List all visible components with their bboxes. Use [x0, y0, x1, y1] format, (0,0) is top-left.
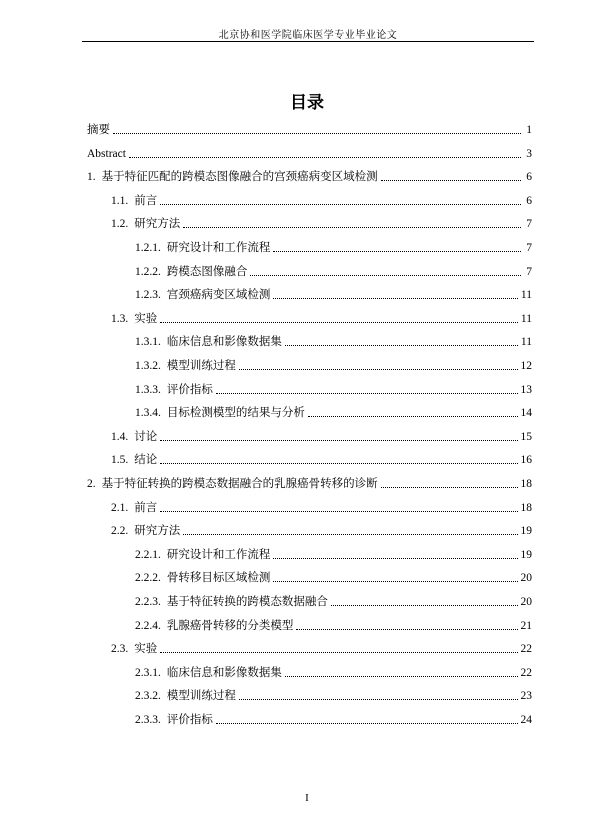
toc-entry-page: 21: [520, 620, 532, 632]
toc-entry[interactable]: [135, 284, 532, 302]
toc-entry[interactable]: [135, 237, 532, 255]
toc-entry-number: 1.2.2.: [135, 266, 161, 278]
toc-entry-number: 2.2.1.: [135, 549, 161, 561]
toc-entry-page: 18: [520, 478, 532, 490]
toc-entry-page: 11: [520, 289, 532, 301]
toc-entry-number: 1.2.: [111, 218, 129, 230]
toc-entry-number: 1.2.1.: [135, 242, 161, 254]
toc-entry-page: 23: [520, 690, 532, 702]
toc-entry[interactable]: [135, 615, 532, 633]
toc-dot-leader: [183, 533, 517, 535]
toc-entry-page: 22: [520, 667, 532, 679]
toc-entry-number: 1.3.1.: [135, 336, 161, 348]
toc-entry-label: 乳腺癌骨转移的分类模型: [166, 620, 294, 632]
toc-entry[interactable]: [135, 379, 532, 397]
toc-entry-label: 讨论: [134, 431, 158, 443]
toc-entry-page: 20: [520, 596, 532, 608]
toc-entry-number: 2.2.2.: [135, 572, 161, 584]
toc-dot-leader: [308, 415, 518, 417]
toc-entry[interactable]: [111, 213, 532, 231]
toc-entry-number: 1.1.: [111, 195, 129, 207]
toc-entry-page: 12: [520, 360, 532, 372]
toc-entry-label: 模型训练过程: [166, 690, 236, 702]
toc-entry[interactable]: [135, 544, 532, 562]
toc-entry[interactable]: [135, 331, 532, 349]
toc-entry[interactable]: [111, 426, 532, 444]
toc-entry-label: 骨转移目标区域检测: [166, 572, 271, 584]
toc-entry-label: 实验: [134, 313, 158, 325]
toc-entry-page: 14: [520, 407, 532, 419]
toc-entry-page: 19: [520, 549, 532, 561]
toc-entry-number: 2.3.: [111, 643, 129, 655]
toc-entry-label: 目标检测模型的结果与分析: [166, 407, 305, 419]
toc-entry-label: 临床信息和影像数据集: [166, 667, 282, 679]
toc-dot-leader: [285, 344, 518, 346]
toc-dot-leader: [183, 226, 521, 228]
toc-entry[interactable]: [111, 520, 532, 538]
toc-entry-label: 模型训练过程: [166, 360, 236, 372]
toc-entry-number: 1.2.3.: [135, 289, 161, 301]
toc-entry-label: 前言: [134, 195, 158, 207]
toc-entry[interactable]: [87, 143, 532, 161]
toc-entry-page: 18: [520, 502, 532, 514]
toc-entry-label: 宫颈癌病变区域检测: [166, 289, 271, 301]
toc-entry[interactable]: [135, 591, 532, 609]
toc-entry-page: 15: [520, 431, 532, 443]
toc-dot-leader: [239, 698, 518, 700]
toc-entry-page: 7: [526, 266, 532, 278]
toc-entry-number: 1.4.: [111, 431, 129, 443]
toc-entry-page: 24: [520, 714, 532, 726]
toc-entry-label: 研究方法: [134, 218, 181, 230]
toc-entry-page: 1: [526, 124, 532, 136]
toc-dot-leader: [160, 462, 517, 464]
toc-dot-leader: [160, 510, 517, 512]
toc-entry[interactable]: [111, 308, 532, 326]
toc-entry-number: 2.: [87, 478, 96, 490]
toc-entry-number: 2.2.4.: [135, 620, 161, 632]
toc-entry-number: 1.3.3.: [135, 384, 161, 396]
running-header: 北京协和医学院临床医学专业毕业论文: [218, 30, 398, 41]
toc-entry-page: 22: [520, 643, 532, 655]
toc-dot-leader: [239, 368, 518, 370]
toc-entry-number: 2.3.3.: [135, 714, 161, 726]
toc-entry-number: 2.2.3.: [135, 596, 161, 608]
toc-entry-label: 基于特征转换的跨模态数据融合: [166, 596, 328, 608]
toc-entry[interactable]: [135, 709, 532, 727]
toc-dot-leader: [273, 557, 517, 559]
toc-entry-number: 1.3.2.: [135, 360, 161, 372]
toc-entry-label: 前言: [134, 502, 158, 514]
toc-entry-page: 6: [526, 171, 532, 183]
toc-dot-leader: [273, 297, 518, 299]
toc-entry-label: Abstract: [87, 148, 126, 160]
toc-dot-leader: [113, 132, 521, 134]
toc-entry-number: 1.3.4.: [135, 407, 161, 419]
toc-entry-number: 1.3.: [111, 313, 129, 325]
toc-entry[interactable]: [135, 355, 532, 373]
toc-dot-leader: [273, 580, 517, 582]
toc-dot-leader: [160, 321, 518, 323]
toc-entry-label: 跨模态图像融合: [166, 266, 248, 278]
toc-dot-leader: [285, 675, 518, 677]
toc-entry-page: 3: [526, 148, 532, 160]
toc-entry-page: 19: [520, 525, 532, 537]
toc-entry[interactable]: [135, 685, 532, 703]
toc-entry-label: 研究方法: [134, 525, 181, 537]
toc-entry[interactable]: [135, 567, 532, 585]
toc-entry-page: 11: [520, 313, 532, 325]
toc-entry-page: 11: [520, 336, 532, 348]
toc-entry[interactable]: [135, 662, 532, 680]
toc-entry-label: 摘要: [87, 124, 110, 136]
toc-entry-page: 20: [520, 572, 532, 584]
toc-entry[interactable]: [87, 166, 532, 184]
toc-dot-leader: [250, 274, 521, 276]
toc-entry-label: 基于特征转换的跨模态数据融合的乳腺癌骨转移的诊断: [101, 478, 378, 490]
toc-entry-number: 1.5.: [111, 454, 129, 466]
toc-dot-leader: [273, 250, 521, 252]
toc-dot-leader: [129, 156, 521, 158]
toc-entry-page: 7: [526, 242, 532, 254]
toc-entry-label: 结论: [134, 454, 158, 466]
toc-entry-label: 评价指标: [166, 384, 213, 396]
toc-entry[interactable]: [87, 119, 532, 137]
toc-entry-label: 实验: [134, 643, 158, 655]
toc-entry-label: 基于特征匹配的跨模态图像融合的宫颈癌病变区域检测: [101, 171, 378, 183]
toc-entry[interactable]: [111, 497, 532, 515]
toc-dot-leader: [216, 392, 518, 394]
toc-dot-leader: [381, 179, 521, 181]
toc-entry[interactable]: [111, 449, 532, 467]
toc-entry[interactable]: [111, 190, 532, 208]
toc-entry-page: 6: [526, 195, 532, 207]
toc-entry[interactable]: [135, 261, 532, 279]
toc-entry[interactable]: [135, 402, 532, 420]
toc-entry-number: 2.1.: [111, 502, 129, 514]
toc-entry-page: 7: [526, 218, 532, 230]
toc-dot-leader: [216, 722, 518, 724]
toc-entry-page: 13: [520, 384, 532, 396]
toc-title: 目录: [290, 93, 324, 113]
toc-dot-leader: [331, 604, 518, 606]
toc-entry-number: 2.3.2.: [135, 690, 161, 702]
toc-dot-leader: [160, 651, 517, 653]
toc-entry[interactable]: [111, 638, 532, 656]
header-rule: [82, 41, 534, 42]
toc-entry-number: 2.3.1.: [135, 667, 161, 679]
toc-dot-leader: [296, 628, 517, 630]
toc-entry-number: 2.2.: [111, 525, 129, 537]
toc-dot-leader: [381, 486, 518, 488]
toc-entry-page: 16: [520, 454, 532, 466]
toc-entry-label: 评价指标: [166, 714, 213, 726]
toc-entry-label: 研究设计和工作流程: [166, 549, 271, 561]
footer-page-number: I: [305, 792, 309, 804]
toc-entry[interactable]: [87, 473, 532, 491]
toc-entry-number: 1.: [87, 171, 96, 183]
toc-entry-label: 研究设计和工作流程: [166, 242, 271, 254]
toc-dot-leader: [160, 439, 517, 441]
toc-entry-label: 临床信息和影像数据集: [166, 336, 282, 348]
toc-dot-leader: [160, 203, 521, 205]
